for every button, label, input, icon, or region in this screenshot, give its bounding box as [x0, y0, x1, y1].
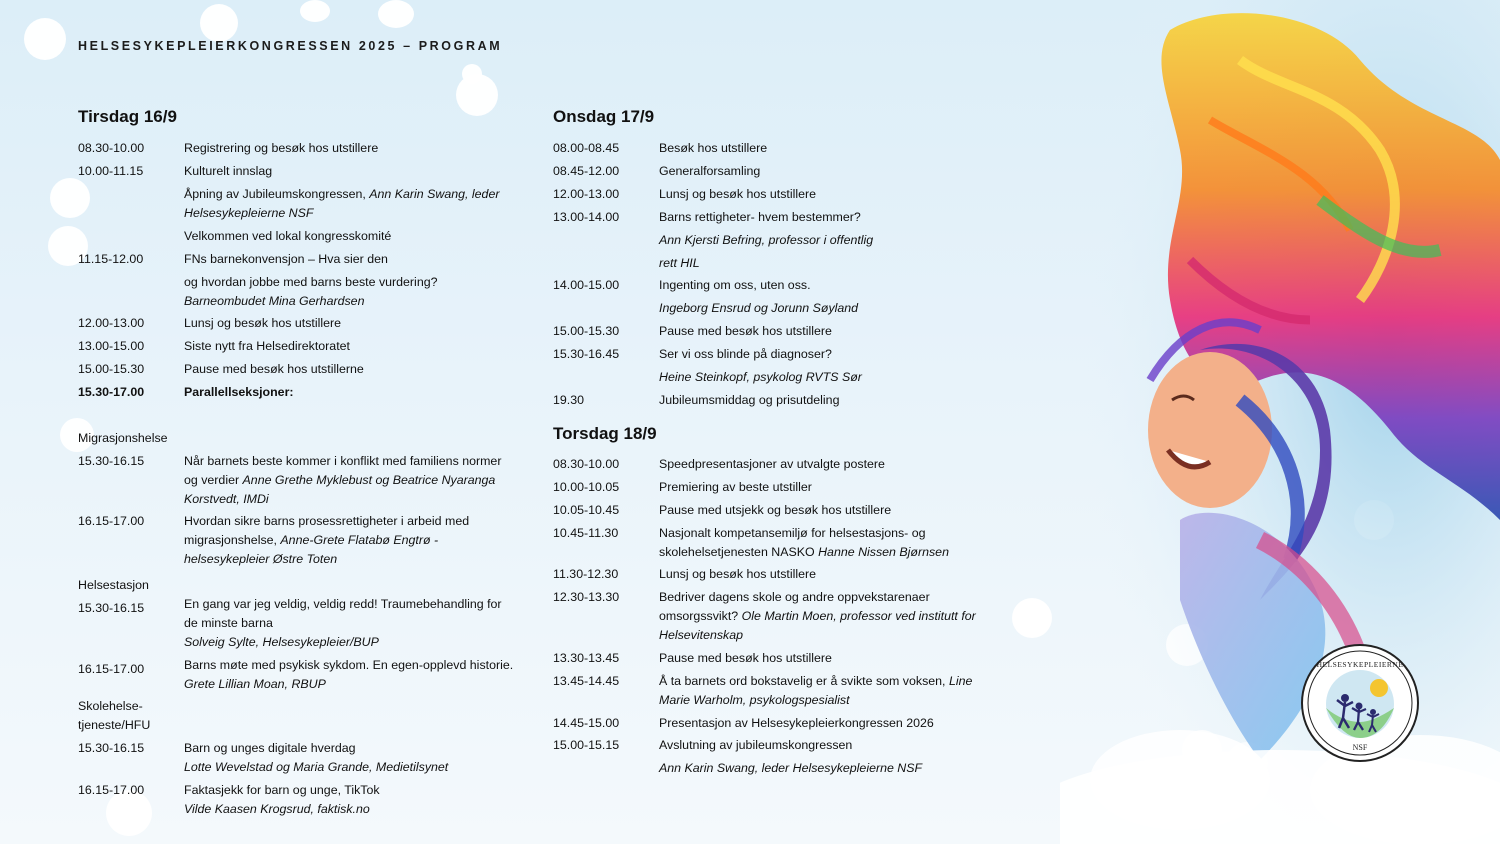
description: Pause med utsjekk og besøk hos utstillere: [659, 503, 892, 517]
day-title-wednesday: Onsdag 17/9: [553, 107, 655, 126]
time: 15.30-16.15: [78, 601, 145, 615]
decor-bubble: [378, 0, 414, 28]
description-cont: skolehelsetjenesten NASKO: [659, 545, 819, 559]
page-header: HELSESYKEPLEIERKONGRESSEN 2025 – PROGRAM: [78, 39, 503, 53]
description: Når barnets beste kommer i konflikt med familiens normer: [184, 454, 502, 468]
schedule-row: [553, 588, 1013, 646]
description: Besøk hos utstillere: [659, 141, 768, 155]
schedule-row: [78, 185, 538, 225]
schedule-row: [78, 656, 538, 696]
description: Speedpresentasjoner av utvalgte postere: [659, 457, 885, 471]
speaker: Anne Grethe Myklebust og Beatrice Nyaranga: [242, 473, 496, 487]
description: Jubileumsmiddag og prisutdeling: [659, 393, 840, 407]
description-cont: og verdier: [184, 473, 243, 487]
time: 10.00-10.05: [553, 480, 620, 494]
child-illustration: [1060, 0, 1500, 844]
time: 11.15-12.00: [78, 252, 144, 266]
description: og hvordan jobbe med barns beste vurdering?: [184, 275, 438, 289]
time: 13.45-14.45: [553, 674, 620, 688]
time: 15.30-17.00: [78, 385, 145, 399]
description: Kulturelt innslag: [184, 164, 273, 178]
description-cont: migrasjonshelse,: [184, 533, 281, 547]
time: 08.00-08.45: [553, 141, 620, 155]
time: 13.30-13.45: [553, 651, 620, 665]
description: Barns møte med psykisk sykdom. En egen-opplevd historie.: [184, 658, 514, 672]
description-cont: omsorgssvikt?: [659, 609, 742, 623]
time: 15.00-15.30: [78, 362, 145, 376]
speaker: Ingeborg Ensrud og Jorunn Søyland: [659, 301, 859, 315]
description: Avslutning av jubileumskongressen: [659, 738, 853, 752]
description: Faktasjekk for barn og unge, TikTok: [184, 783, 380, 797]
speaker: Grete Lillian Moan, RBUP: [184, 677, 326, 691]
nsf-logo: [1301, 644, 1419, 762]
section-heading: [78, 697, 150, 735]
time: 16.15-17.00: [78, 783, 145, 797]
speaker: Hanne Nissen Bjørnsen: [818, 545, 949, 559]
description: Siste nytt fra Helsedirektoratet: [184, 339, 350, 353]
time: 19.30: [553, 393, 585, 407]
section-heading-line2: tjeneste/HFU: [78, 718, 151, 732]
section-heading: Helsestasjon: [78, 578, 149, 592]
logo-arc-text: HELSESYKEPLEIERNE: [1316, 660, 1404, 669]
description: Lunsj og besøk hos utstillere: [184, 316, 342, 330]
schedule-row: [553, 524, 1013, 564]
time: 15.30-16.45: [553, 347, 620, 361]
schedule-row: [78, 595, 538, 653]
schedule-row: [78, 273, 538, 313]
speaker: Vilde Kaasen Krogsrud, faktisk.no: [184, 802, 370, 816]
description: FNs barnekonvensjon – Hva sier den: [184, 252, 388, 266]
time: 11.30-12.30: [553, 567, 619, 581]
time: 16.15-17.00: [78, 662, 145, 676]
description: Velkommen ved lokal kongresskomité: [184, 229, 392, 243]
section-heading-line1: Skolehelse-: [78, 699, 143, 713]
description: Barn og unges digitale hverdag: [184, 741, 356, 755]
description-cont: de minste barna: [184, 616, 273, 630]
description: Ser vi oss blinde på diagnoser?: [659, 347, 832, 361]
time: 15.30-16.15: [78, 741, 145, 755]
speaker: Heine Steinkopf, psykolog RVTS Sør: [659, 370, 862, 384]
day-title-thursday: Torsdag 18/9: [553, 424, 657, 443]
time: 10.00-11.15: [78, 164, 144, 178]
time: 15.00-15.15: [553, 738, 620, 752]
time: 15.30-16.15: [78, 454, 145, 468]
schedule-row: [78, 452, 538, 510]
speaker-cont: helsesykepleier Østre Toten: [184, 552, 338, 566]
time: 08.30-10.00: [553, 457, 620, 471]
schedule-row: [78, 512, 538, 570]
schedule-row: [78, 781, 538, 821]
speaker: Ann Karin Swang, leder Helsesykepleierne NSF: [659, 761, 923, 775]
time: 08.45-12.00: [553, 164, 620, 178]
time: 08.30-10.00: [78, 141, 145, 155]
description: Å ta barnets ord bokstavelig er å svikte som voksen,: [659, 674, 949, 688]
time: 10.05-10.45: [553, 503, 620, 517]
description: Presentasjon av Helsesykepleierkongressen 2026: [659, 716, 934, 730]
description: Lunsj og besøk hos utstillere: [659, 187, 817, 201]
speaker: Ann Kjersti Befring, professor i offentlig: [659, 233, 874, 247]
description: Ingenting om oss, uten oss.: [659, 278, 811, 292]
speaker-cont: rett HIL: [659, 256, 700, 270]
time: 12.30-13.30: [553, 590, 620, 604]
description: En gang var jeg veldig, veldig redd! Traumebehandling for: [184, 597, 502, 611]
time: 15.00-15.30: [553, 324, 620, 338]
description: Åpning av Jubileumskongressen,: [184, 187, 370, 201]
speaker: Barneombudet Mina Gerhardsen: [184, 294, 365, 308]
time: 14.45-15.00: [553, 716, 620, 730]
description: Lunsj og besøk hos utstillere: [659, 567, 817, 581]
schedule-row: [78, 739, 538, 779]
description: Parallellseksjoner:: [184, 385, 294, 399]
logo-bottom-text: NSF: [1352, 743, 1368, 752]
description: Nasjonalt kompetansemiljø for helsestasjons- og: [659, 526, 926, 540]
schedule-row: [553, 672, 1013, 712]
description: Premiering av beste utstiller: [659, 480, 812, 494]
speaker: Line: [948, 674, 973, 688]
speaker-cont: Helsesykepleierne NSF: [184, 206, 314, 220]
speaker-cont: Marie Warholm, psykologspesialist: [659, 693, 850, 707]
speaker: Lotte Wevelstad og Maria Grande, Medietilsynet: [184, 760, 449, 774]
decor-bubble: [24, 18, 66, 60]
speaker-cont: Korstvedt, IMDi: [184, 492, 269, 506]
decor-bubble: [462, 64, 482, 84]
description: Registrering og besøk hos utstillere: [184, 141, 379, 155]
description: Hvordan sikre barns prosessrettigheter i arbeid med: [184, 514, 470, 528]
description: Generalforsamling: [659, 164, 761, 178]
speaker: Anne-Grete Flatabø Engtrø -: [280, 533, 439, 547]
description: Pause med besøk hos utstillerne: [184, 362, 364, 376]
speaker: Ole Martin Moen, professor ved institutt for: [741, 609, 976, 623]
day-title-tuesday: Tirsdag 16/9: [78, 107, 177, 126]
speaker: Ann Karin Swang, leder: [369, 187, 500, 201]
section-heading: Migrasjonshelse: [78, 431, 168, 445]
time: 12.00-13.00: [78, 316, 145, 330]
time: 12.00-13.00: [553, 187, 620, 201]
description: Bedriver dagens skole og andre oppvekstarenaer: [659, 590, 930, 604]
description: Pause med besøk hos utstillere: [659, 324, 832, 338]
time: 13.00-15.00: [78, 339, 145, 353]
time: 16.15-17.00: [78, 514, 145, 528]
time: 13.00-14.00: [553, 210, 620, 224]
description: Pause med besøk hos utstillere: [659, 651, 832, 665]
decor-bubble: [1012, 598, 1052, 638]
time: 10.45-11.30: [553, 526, 619, 540]
description: Barns rettigheter- hvem bestemmer?: [659, 210, 861, 224]
speaker-cont: Helsevitenskap: [659, 628, 744, 642]
time: 14.00-15.00: [553, 278, 620, 292]
decor-bubble: [300, 0, 330, 22]
speaker: Solveig Sylte, Helsesykepleier/BUP: [184, 635, 379, 649]
decor-bubble: [200, 4, 238, 42]
